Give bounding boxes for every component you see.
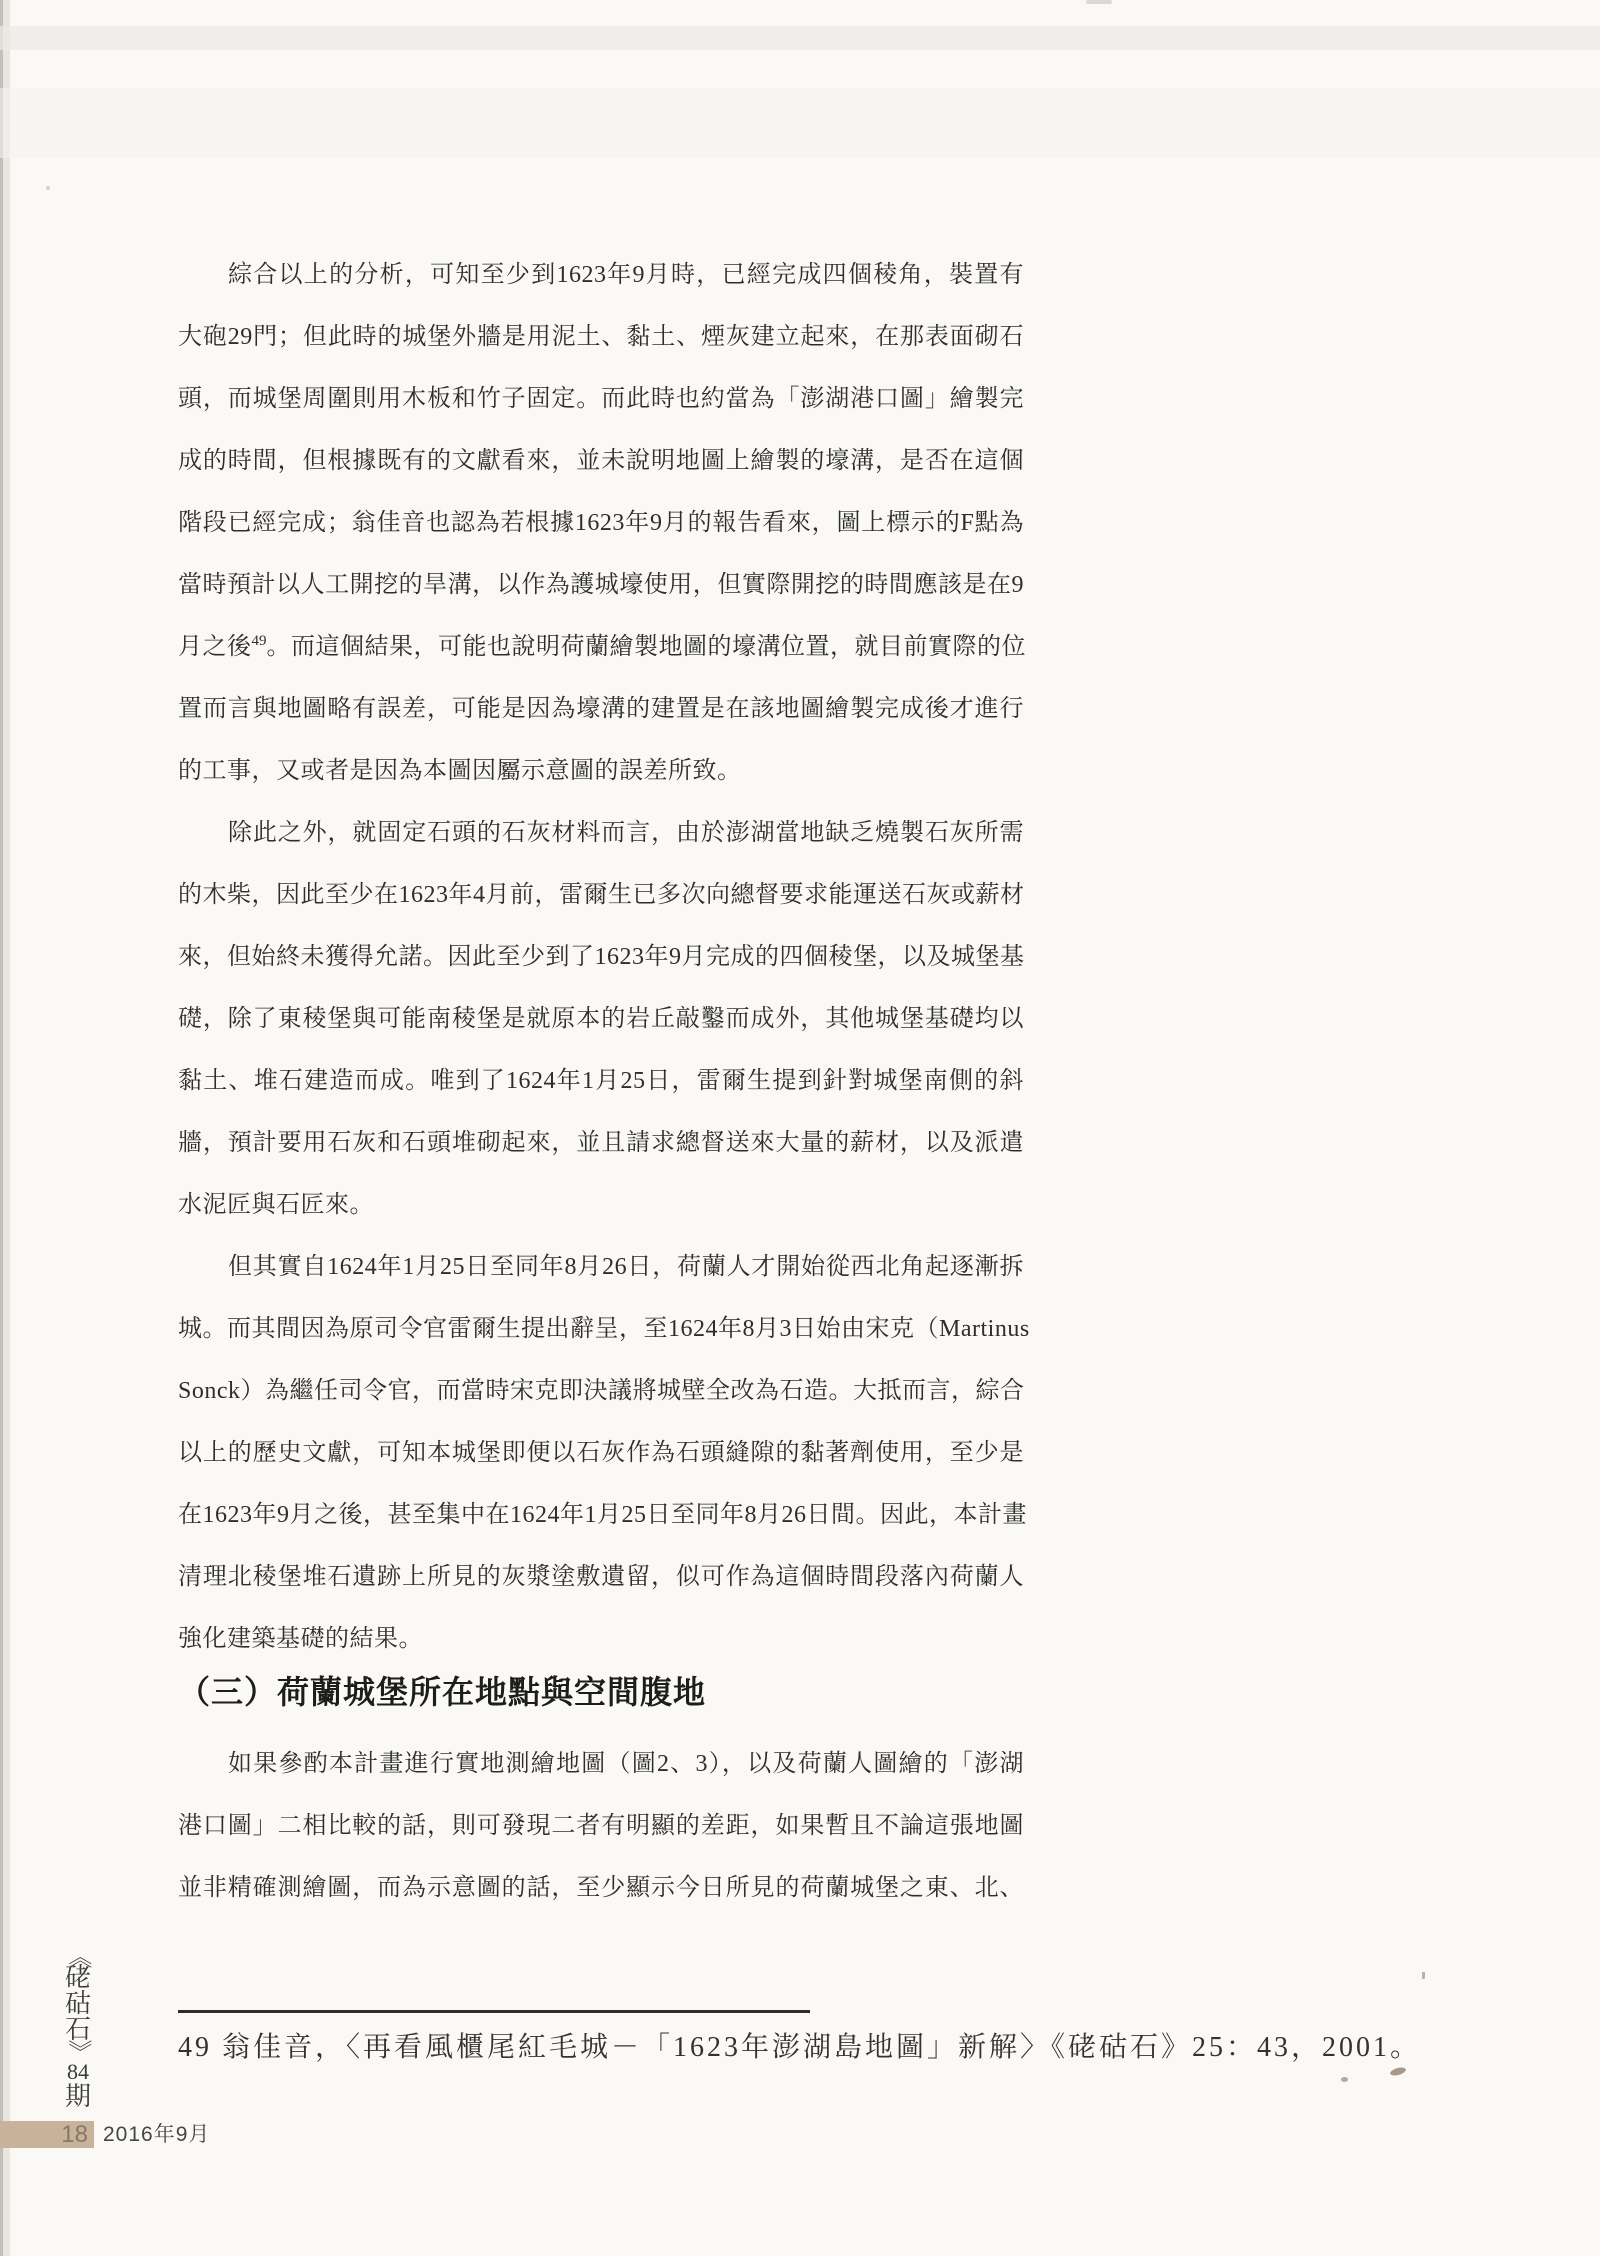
body-line: 並非精確測繪圖，而為示意圖的話，至少顯示今日所見的荷蘭城堡之東、北、	[178, 1875, 1024, 1901]
body-line: 置而言與地圖略有誤差，可能是因為壕溝的建置是在該地圖繪製完成後才進行	[178, 696, 1024, 722]
paragraph	[178, 1733, 1024, 1919]
body-line: 強化建築基礎的結果。	[178, 1626, 423, 1652]
body-line: Sonck）為繼任司令官，而當時宋克即決議將城壁全改為石造。大抵而言，綜合	[178, 1378, 1025, 1404]
body-line: 綜合以上的分析，可知至少到1623年9月時，已經完成四個稜角，裝置有	[228, 262, 1024, 288]
body-line: 清理北稜堡堆石遺跡上所見的灰漿塗敷遺留，似可作為這個時間段落內荷蘭人	[178, 1564, 1024, 1590]
journal-title-char: 𥑮	[64, 1989, 91, 2018]
body-column	[178, 244, 1030, 1919]
sidebar-journal-label	[56, 1944, 100, 2111]
body-line: 以上的歷史文獻，可知本城堡即便以石灰作為石頭縫隙的黏著劑使用，至少是	[178, 1440, 1024, 1466]
body-line: 在1623年9月之後，甚至集中在1624年1月25日至同年8月26日間。因此，本計畫	[178, 1502, 1027, 1528]
scan-speck	[1389, 2066, 1406, 2077]
paragraph	[178, 802, 1024, 1236]
body-line: 水泥匠與石匠來。	[178, 1192, 374, 1218]
paragraph	[178, 1236, 1030, 1670]
scan-speck	[46, 186, 50, 190]
journal-title-char: 石	[64, 2015, 91, 2044]
issue-date: 2016年9月	[103, 2123, 211, 2146]
scan-edge-light	[3, 0, 10, 2256]
journal-bracket-close: 》	[65, 2039, 92, 2064]
journal-title-char: 硓	[64, 1963, 91, 1992]
body-line: 黏土、堆石建造而成。唯到了1624年1月25日，雷爾生提到針對城堡南側的斜	[178, 1068, 1024, 1094]
footnote-block	[178, 2010, 1421, 2065]
journal-issue-unit: 期	[64, 2082, 91, 2111]
scan-band	[0, 88, 1600, 158]
section-heading: （三）荷蘭城堡所在地點與空間腹地	[178, 1674, 707, 1710]
body-line: 牆，預計要用石灰和石頭堆砌起來，並且請求總督送來大量的薪材，以及派遣	[178, 1130, 1024, 1156]
body-line: 大砲29門；但此時的城堡外牆是用泥土、黏土、煙灰建立起來，在那表面砌石	[178, 324, 1024, 350]
body-line: 但其實自1624年1月25日至同年8月26日，荷蘭人才開始從西北角起逐漸拆	[228, 1254, 1024, 1280]
scan-speck	[1086, 0, 1112, 4]
body-line: 的工事，又或者是因為本圖因屬示意圖的誤差所致。	[178, 758, 742, 784]
body-line-text: 。而這個結果，可能也說明荷蘭繪製地圖的壕溝位置，就目前實際的位	[266, 634, 1026, 660]
page-number: 18	[61, 2121, 88, 2148]
footnote-text: 49 翁佳音，〈再看風櫃尾紅毛城－「1623年澎湖島地圖」新解〉《硓𥑮石》25：43，2001。	[178, 2032, 1422, 2063]
body-line: 城。而其間因為原司令官雷爾生提出辭呈，至1624年8月3日始由宋克（Martinus	[178, 1316, 1030, 1342]
footnote-rule	[178, 2010, 810, 2013]
footnote-ref: 49	[251, 633, 267, 649]
scan-speck	[1422, 1972, 1425, 1979]
body-line: 除此之外，就固定石頭的石灰材料而言，由於澎湖當地缺乏燒製石灰所需	[228, 820, 1024, 846]
body-line: 來，但始終未獲得允諾。因此至少到了1623年9月完成的四個稜堡，以及城堡基	[178, 944, 1025, 970]
body-line: 港口圖」二相比較的話，則可發現二者有明顯的差距，如果暫且不論這張地圖	[178, 1813, 1024, 1839]
body-line: 的木柴，因此至少在1623年4月前，雷爾生已多次向總督要求能運送石灰或薪材	[178, 882, 1025, 908]
page-number-badge	[0, 2121, 94, 2148]
body-line: 當時預計以人工開挖的旱溝，以作為護城壕使用，但實際開挖的時間應該是在9	[178, 572, 1024, 598]
paragraph	[178, 244, 1024, 802]
body-line: 階段已經完成；翁佳音也認為若根據1623年9月的報告看來，圖上標示的F點為	[178, 510, 1024, 536]
body-line: 礎，除了東稜堡與可能南稜堡是就原本的岩丘敲鑿而成外，其他城堡基礎均以	[178, 1006, 1024, 1032]
body-line: 成的時間，但根據既有的文獻看來，並未說明地圖上繪製的壕溝，是否在這個	[178, 448, 1024, 474]
scan-speck	[1341, 2077, 1348, 2082]
body-line-text: 月之後	[178, 634, 252, 660]
body-line: 如果參酌本計畫進行實地測繪地圖（圖2、3），以及荷蘭人圖繪的「澎湖	[228, 1751, 1024, 1777]
scan-band	[0, 26, 1600, 50]
journal-bracket-open: 《	[65, 1944, 92, 1969]
body-line: 頭，而城堡周圍則用木板和竹子固定。而此時也約當為「澎湖港口圖」繪製完	[178, 386, 1024, 412]
body-line	[178, 616, 1024, 678]
journal-issue-number: 84	[67, 2059, 89, 2084]
